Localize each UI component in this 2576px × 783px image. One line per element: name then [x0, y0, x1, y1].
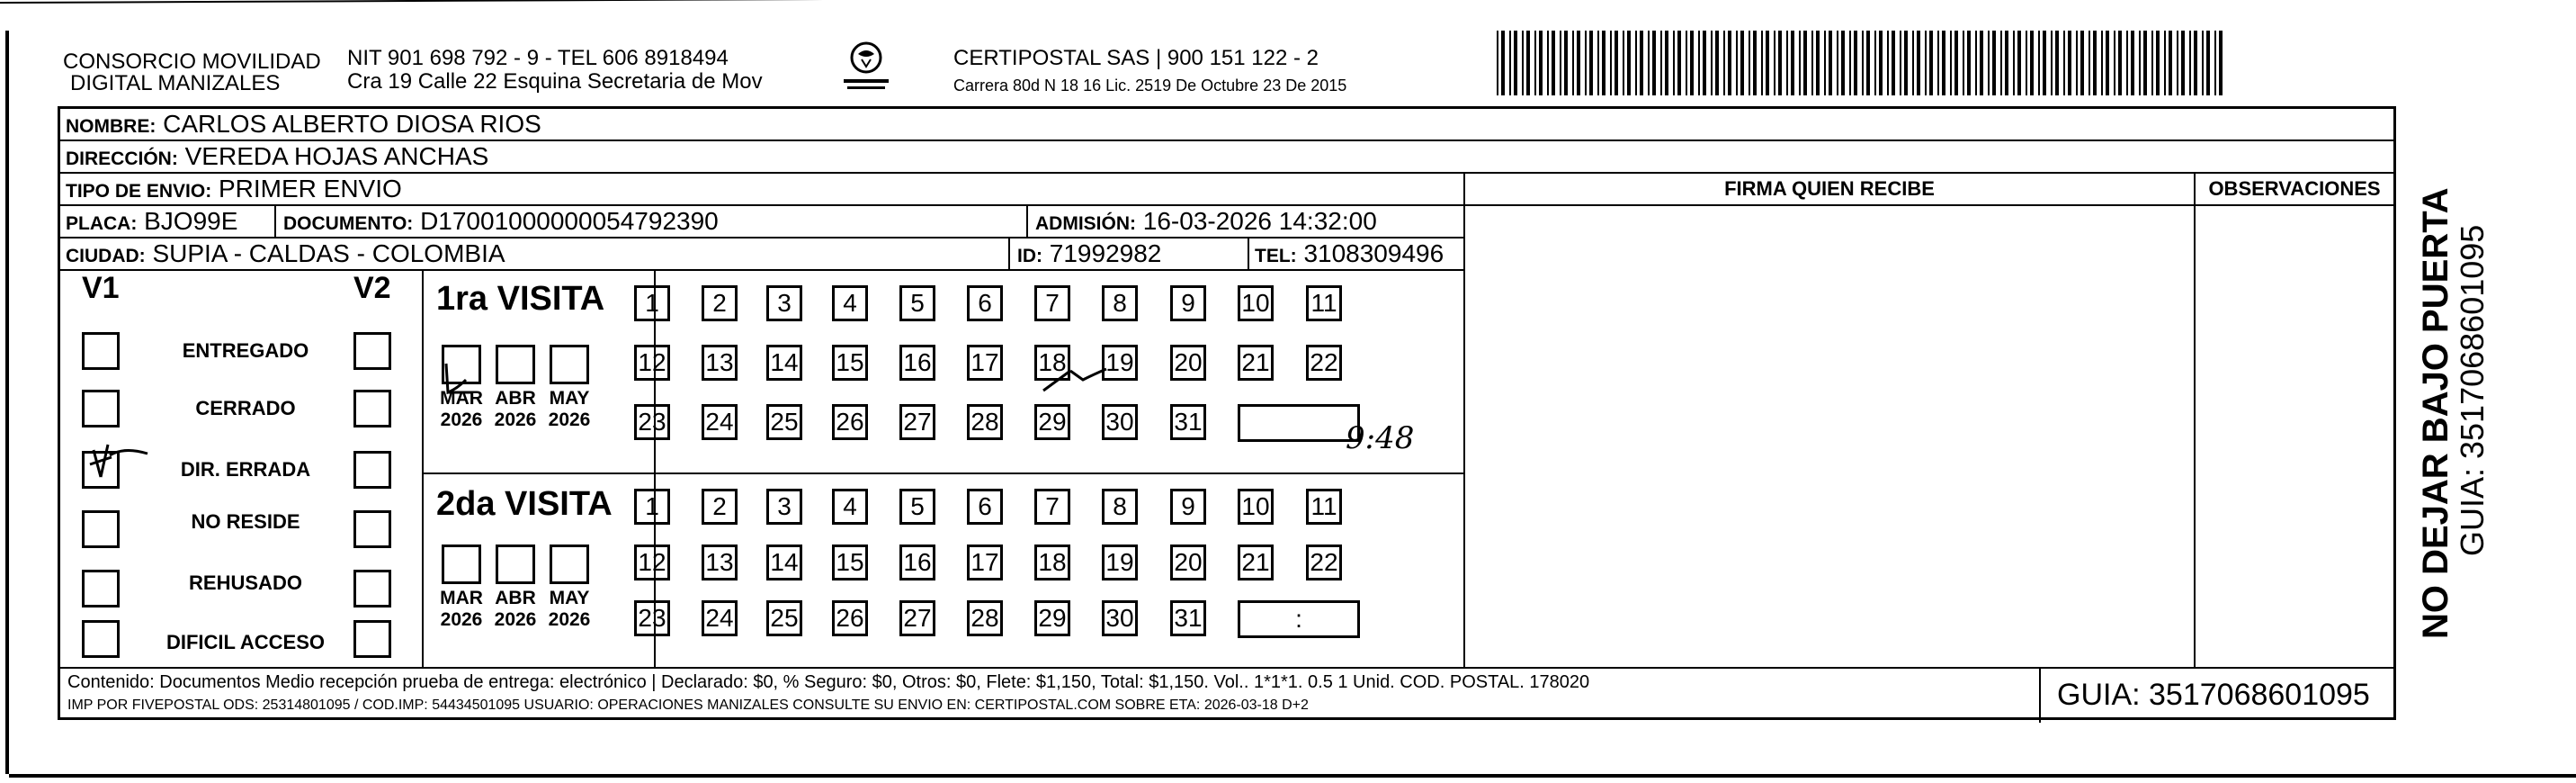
visit-1-day-19[interactable]: 19	[1102, 345, 1138, 381]
v2-checkbox-dificil-acceso[interactable]	[353, 620, 391, 658]
nit-line: NIT 901 698 792 - 9 - TEL 606 8918494	[347, 46, 729, 70]
id-value: 71992982	[1049, 239, 1162, 267]
visit-2-month-label-3	[542, 588, 596, 631]
option-dificil-acceso: DIFICIL ACCESO	[165, 631, 325, 653]
visit-1-month-box-3[interactable]	[550, 345, 589, 384]
barcode	[1497, 31, 2223, 95]
visit-2-day-30[interactable]: 30	[1102, 600, 1138, 636]
visit-2-day-6[interactable]: 6	[967, 489, 1003, 525]
address-line: Cra 19 Calle 22 Esquina Secretaria de Mov	[347, 69, 763, 94]
option-cerrado: CERRADO	[195, 397, 296, 419]
visit-2-day-2[interactable]: 2	[702, 489, 738, 525]
tel-cell	[1249, 238, 1444, 272]
observaciones-area[interactable]	[2196, 206, 2393, 667]
observaciones-column-header: OBSERVACIONES	[2208, 177, 2381, 200]
visit-1-day-30[interactable]: 30	[1102, 404, 1138, 440]
visit-2-day-13[interactable]: 13	[702, 544, 738, 580]
month-name: ABR	[495, 588, 536, 608]
month-year: 2026	[548, 410, 591, 430]
month-name: MAR	[440, 388, 483, 409]
visit-1-day-26[interactable]: 26	[832, 404, 868, 440]
visit-1-day-16[interactable]: 16	[899, 345, 935, 381]
visit-2-day-17[interactable]: 17	[967, 544, 1003, 580]
visit-1-day-3[interactable]: 3	[766, 285, 802, 321]
company-name-line2: DIGITAL MANIZALES	[70, 71, 281, 95]
direccion-value: VEREDA HOJAS ANCHAS	[184, 142, 489, 170]
option-entregado: ENTREGADO	[182, 339, 309, 362]
direccion-label: DIRECCIÓN:	[66, 148, 178, 169]
month-name: MAY	[549, 588, 590, 608]
footer-guia: GUIA: 3517068601095	[2057, 678, 2370, 712]
direccion-row	[60, 141, 488, 175]
visit-1-day-7[interactable]: 7	[1034, 285, 1070, 321]
month-name: ABR	[495, 388, 536, 409]
v1-checkbox-dificil-acceso[interactable]	[82, 620, 120, 658]
visit-1-day-8[interactable]: 8	[1102, 285, 1138, 321]
nombre-label: NOMBRE:	[66, 116, 157, 137]
visit-1-day-31[interactable]: 31	[1170, 404, 1206, 440]
visit-2-day-10[interactable]: 10	[1238, 489, 1274, 525]
ciudad-value: SUPIA - CALDAS - COLOMBIA	[152, 239, 505, 267]
month-year: 2026	[548, 609, 591, 630]
visit-1-day-23[interactable]: 23	[634, 404, 670, 440]
handwritten-mark-day-17	[1040, 364, 1112, 400]
visit-2-day-29[interactable]: 29	[1034, 600, 1070, 636]
visita-2-title: 2da VISITA	[436, 485, 613, 523]
v2-checkbox-dir-errada[interactable]	[353, 451, 391, 489]
visit-2-day-20[interactable]: 20	[1170, 544, 1206, 580]
visit-1-day-10[interactable]: 10	[1238, 285, 1274, 321]
handwritten-mark-mar	[437, 358, 482, 400]
paper-left-edge	[5, 31, 9, 774]
visit-2-day-18[interactable]: 18	[1034, 544, 1070, 580]
visit-2-day-16[interactable]: 16	[899, 544, 935, 580]
visit-2-day-22[interactable]: 22	[1306, 544, 1342, 580]
visit-2-day-19[interactable]: 19	[1102, 544, 1138, 580]
visit-2-day-23[interactable]: 23	[634, 600, 670, 636]
documento-value: D17001000000054792390	[420, 207, 719, 235]
admision-cell	[1030, 206, 1377, 239]
month-year: 2026	[494, 609, 537, 630]
side-warning: NO DEJAR BAJO PUERTA	[2416, 187, 2455, 639]
visit-2-day-1[interactable]: 1	[634, 489, 670, 525]
visit-1-day-24[interactable]: 24	[702, 404, 738, 440]
visit-2-day-25[interactable]: 25	[766, 600, 802, 636]
visit-2-month-box-2[interactable]	[496, 544, 535, 584]
visit-1-day-22[interactable]: 22	[1306, 345, 1342, 381]
visit-2-day-31[interactable]: 31	[1170, 600, 1206, 636]
id-label: ID:	[1017, 246, 1042, 266]
visit-1-month-label-2	[488, 388, 542, 431]
visit-2-day-27[interactable]: 27	[899, 600, 935, 636]
admision-value: 16-03-2026 14:32:00	[1142, 207, 1377, 235]
v2-checkbox-cerrado[interactable]	[353, 390, 391, 428]
paper-top-edge	[0, 0, 2576, 4]
certipostal-logo-icon	[836, 36, 896, 99]
firma-area[interactable]	[1465, 206, 2194, 667]
company-name-line1: CONSORCIO MOVILIDAD	[63, 50, 321, 74]
certipostal-line2: Carrera 80d N 18 16 Lic. 2519 De Octubre 23 De 2015	[953, 76, 1347, 94]
visit-2-day-14[interactable]: 14	[766, 544, 802, 580]
visit-1-time-box[interactable]	[1238, 404, 1360, 442]
month-year: 2026	[494, 410, 537, 430]
tel-value: 3108309496	[1303, 239, 1445, 267]
visit-1-day-1[interactable]: 1	[634, 285, 670, 321]
v1-checkbox-entregado[interactable]	[82, 332, 120, 370]
ciudad-cell	[60, 238, 505, 272]
option-dir-errada: DIR. ERRADA	[180, 458, 311, 481]
tipo-envio-row	[60, 174, 402, 207]
visit-1-day-6[interactable]: 6	[967, 285, 1003, 321]
visit-2-day-21[interactable]: 21	[1238, 544, 1274, 580]
id-cell	[1012, 238, 1161, 272]
ciudad-label: CIUDAD:	[66, 246, 146, 266]
documento-label: DOCUMENTO:	[283, 213, 414, 234]
footer-contenido: Contenido: Documentos Medio recepción prueba de entrega: electrónico | Declarado: $0, % Seguro: $0, Otros: $0, Flete: $1,150, Total: $1,150. Vol.. 1*1*1. 0.5 1 Unid. COD. POSTAL. 178020	[67, 672, 1590, 692]
visit-1-day-18[interactable]: 18	[1034, 345, 1070, 381]
side-guia: GUIA: 3517068601095	[2454, 224, 2491, 556]
visit-2-day-24[interactable]: 24	[702, 600, 738, 636]
visit-1-day-27[interactable]: 27	[899, 404, 935, 440]
delivery-form	[58, 106, 2396, 720]
handwritten-time: 9:48	[1346, 420, 1415, 456]
placa-cell	[60, 206, 237, 239]
visit-1-day-11[interactable]: 11	[1306, 285, 1342, 321]
placa-value: BJO99E	[144, 207, 238, 235]
visit-1-day-28[interactable]: 28	[967, 404, 1003, 440]
visit-2-day-5[interactable]: 5	[899, 489, 935, 525]
v1-checkbox-rehusado[interactable]	[82, 570, 120, 608]
visit-1-day-21[interactable]: 21	[1238, 345, 1274, 381]
v2-checkbox-rehusado[interactable]	[353, 570, 391, 608]
visit-2-month-label-2	[488, 588, 542, 631]
footer-impresion: IMP POR FIVEPOSTAL ODS: 25314801095 / COD.IMP: 54434501095 USUARIO: OPERACIONES MANIZALES CONSULTE SU ENVIO EN: CERTIPOSTAL.COM SOBRE ETA: 2026-03-18 D+2	[67, 698, 1309, 713]
visit-2-time-box[interactable]: :	[1238, 600, 1360, 638]
v1-header: V1	[82, 271, 120, 305]
visit-2-day-9[interactable]: 9	[1170, 489, 1206, 525]
nombre-value: CARLOS ALBERTO DIOSA RIOS	[163, 110, 541, 138]
visit-1-day-5[interactable]: 5	[899, 285, 935, 321]
visit-2-day-28[interactable]: 28	[967, 600, 1003, 636]
documento-cell	[278, 206, 719, 239]
v2-checkbox-entregado[interactable]	[353, 332, 391, 370]
visit-2-day-26[interactable]: 26	[832, 600, 868, 636]
visit-2-month-box-1[interactable]	[442, 544, 481, 584]
visit-2-day-15[interactable]: 15	[832, 544, 868, 580]
visit-2-month-box-3[interactable]	[550, 544, 589, 584]
paper-bottom-edge	[9, 774, 2576, 778]
handwritten-check-dir-errada	[88, 441, 169, 486]
option-no-reside: NO RESIDE	[191, 510, 300, 533]
visit-1-month-label-3	[542, 388, 596, 431]
option-rehusado: REHUSADO	[189, 572, 302, 594]
visit-1-day-2[interactable]: 2	[702, 285, 738, 321]
visit-1-day-12[interactable]: 12	[634, 345, 670, 381]
visit-2-month-label-1	[434, 588, 488, 631]
visit-1-day-15[interactable]: 15	[832, 345, 868, 381]
visit-1-day-14[interactable]: 14	[766, 345, 802, 381]
visit-1-day-25[interactable]: 25	[766, 404, 802, 440]
tipo-envio-value: PRIMER ENVIO	[218, 175, 402, 202]
tel-label: TEL:	[1255, 246, 1297, 266]
visit-1-day-17[interactable]: 17	[967, 345, 1003, 381]
tipo-envio-label: TIPO DE ENVIO:	[66, 181, 212, 202]
visit-1-day-29[interactable]: 29	[1034, 404, 1070, 440]
visit-2-day-4[interactable]: 4	[832, 489, 868, 525]
visit-1-day-4[interactable]: 4	[832, 285, 868, 321]
v1-checkbox-no-reside[interactable]	[82, 510, 120, 548]
v1-checkbox-cerrado[interactable]	[82, 390, 120, 428]
v2-checkbox-no-reside[interactable]	[353, 510, 391, 548]
month-name: MAY	[549, 388, 590, 409]
month-name: MAR	[440, 588, 483, 608]
nombre-row	[60, 109, 541, 142]
v2-header: V2	[353, 271, 391, 305]
visit-2-day-7[interactable]: 7	[1034, 489, 1070, 525]
visita-1-title: 1ra VISITA	[436, 280, 605, 318]
firma-column-header: FIRMA QUIEN RECIBE	[1724, 177, 1935, 200]
month-year: 2026	[440, 609, 483, 630]
placa-label: PLACA:	[66, 213, 138, 234]
admision-label: ADMISIÓN:	[1035, 213, 1136, 234]
certipostal-line1: CERTIPOSTAL SAS | 900 151 122 - 2	[953, 46, 1319, 70]
visit-1-day-13[interactable]: 13	[702, 345, 738, 381]
visit-2-day-11[interactable]: 11	[1306, 489, 1342, 525]
visit-2-day-3[interactable]: 3	[766, 489, 802, 525]
visit-1-month-box-2[interactable]	[496, 345, 535, 384]
visit-2-day-12[interactable]: 12	[634, 544, 670, 580]
month-year: 2026	[440, 410, 483, 430]
visit-1-day-20[interactable]: 20	[1170, 345, 1206, 381]
visit-1-day-9[interactable]: 9	[1170, 285, 1206, 321]
visit-2-day-8[interactable]: 8	[1102, 489, 1138, 525]
